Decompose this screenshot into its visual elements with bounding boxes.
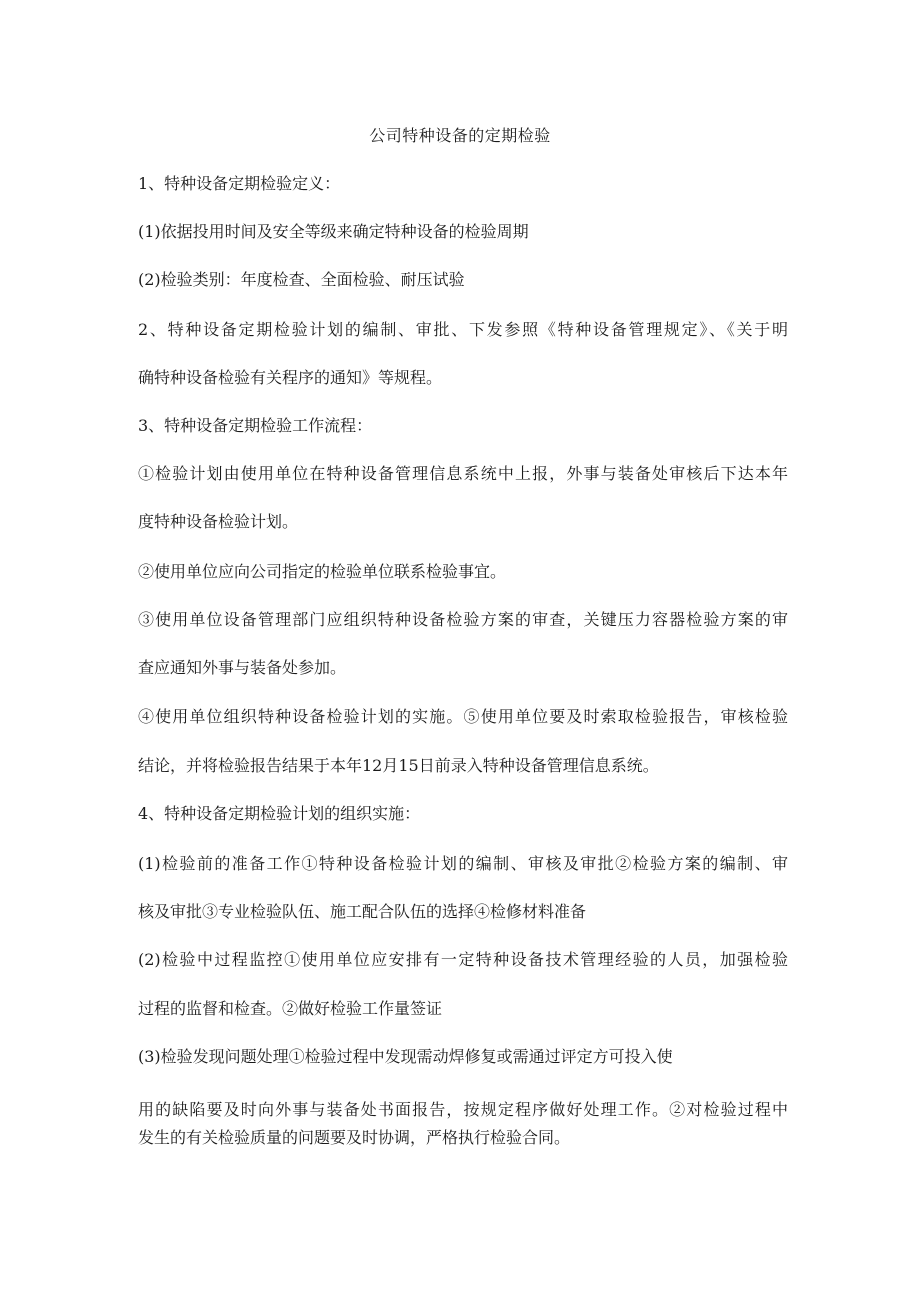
- paragraph-line: (1)检验前的准备工作①特种设备检验计划的编制、审核及审批②检验方案的编制、审: [138, 854, 788, 873]
- paragraph-line: ③使用单位设备管理部门应组织特种设备检验方案的审查，关键压力容器检验方案的审: [138, 610, 788, 629]
- paragraph-line: 用的缺陷要及时向外事与装备处书面报告，按规定程序做好处理工作。②对检验过程中: [138, 1100, 788, 1119]
- paragraph-line: ④使用单位组织特种设备检验计划的实施。⑤使用单位要及时索取检验报告，审核检验: [138, 707, 788, 726]
- paragraph-line: (2)检验类别：年度检查、全面检验、耐压试验: [138, 270, 465, 289]
- section-2-heading: 2、特种设备定期检验计划的编制、审批、下发参照《特种设备管理规定》、《关于明: [138, 320, 788, 339]
- document-title: 公司特种设备的定期检验: [369, 126, 551, 145]
- paragraph-line: ①检验计划由使用单位在特种设备管理信息系统中上报，外事与装备处审核后下达本年: [138, 464, 788, 483]
- paragraph-line: 查应通知外事与装备处参加。: [138, 658, 347, 677]
- paragraph-line: (3)检验发现问题处理①检验过程中发现需动焊修复或需通过评定方可投入使: [138, 1047, 673, 1066]
- paragraph-line: 核及审批③专业检验队伍、施工配合队伍的选择④检修材料准备: [138, 902, 587, 921]
- paragraph-line: 度特种设备检验计划。: [138, 512, 299, 531]
- section-3-heading: 3、特种设备定期检验工作流程：: [138, 416, 373, 435]
- paragraph-line: (2)检验中过程监控①使用单位应安排有一定特种设备技术管理经验的人员，加强检验: [138, 950, 788, 969]
- paragraph-line: ②使用单位应向公司指定的检验单位联系检验事宜。: [138, 562, 507, 581]
- paragraph-line: 结论，并将检验报告结果于本年12月15日前录入特种设备管理信息系统。: [138, 756, 659, 775]
- paragraph-line: 确特种设备检验有关程序的通知》等规程。: [138, 368, 443, 387]
- paragraph-line: 发生的有关检验质量的问题要及时协调，严格执行检验合同。: [138, 1128, 571, 1147]
- paragraph-line: 过程的监督和检查。②做好检验工作量签证: [138, 999, 443, 1018]
- paragraph-line: (1)依据投用时间及安全等级来确定特种设备的检验周期: [138, 222, 529, 241]
- section-1-heading: 1、特种设备定期检验定义：: [138, 174, 341, 193]
- section-4-heading: 4、特种设备定期检验计划的组织实施：: [138, 804, 421, 823]
